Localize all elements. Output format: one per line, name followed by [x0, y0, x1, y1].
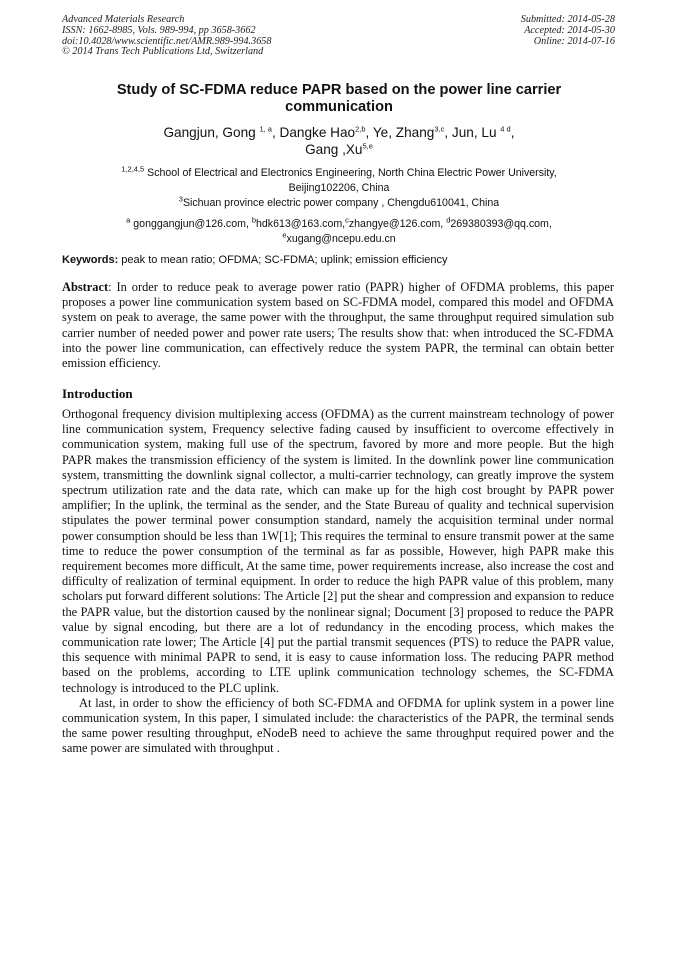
email-c: zhangye@126.com,: [348, 218, 447, 230]
title-line-1: Study of SC-FDMA reduce PAPR based on the power line carrier: [116, 82, 562, 98]
affiliations: [62, 166, 616, 212]
section-heading-introduction: Introduction: [62, 386, 133, 401]
journal-doi: doi:10.4028/www.scientific.net/AMR.989-994.3658: [62, 35, 272, 47]
journal-name: Advanced Materials Research: [62, 14, 185, 25]
affiliation-2-sup: 3: [178, 194, 183, 204]
author-hao: , Dangke Hao: [271, 125, 356, 140]
dates-header: [521, 15, 615, 47]
email-a-sup: a: [126, 215, 131, 225]
author-xu-sup: 5,e: [362, 141, 373, 151]
author-lu-sup: 4 d: [500, 124, 511, 134]
email-d: 269380393@qq.com,: [450, 218, 552, 230]
journal-issn: ISSN: 1662-8985, Vols. 989-994, pp 3658-3662: [62, 24, 256, 36]
email-list: [62, 217, 616, 247]
affiliation-2: [62, 196, 616, 211]
email-e: xugang@ncepu.edu.cn: [286, 232, 396, 245]
author-list: [62, 124, 616, 158]
affiliation-1-sup: 1,2,4,5: [121, 164, 145, 174]
affiliation-1: [62, 166, 616, 181]
author-gong-sup: 1, a: [259, 124, 272, 134]
email-a: gonggangjun@126.com,: [130, 218, 252, 230]
email-e-sup: e: [282, 230, 287, 240]
keywords-label: Keywords:: [62, 254, 119, 266]
author-lu: , Jun, Lu: [444, 125, 501, 140]
affiliation-1-text: School of Electrical and Electronics Engineering, North China Electric Power University,: [144, 167, 557, 179]
author-xu: Gang ,Xu: [305, 142, 363, 157]
author-hao-sup: 2,b: [355, 124, 366, 134]
author-lu-tail: ,: [510, 125, 515, 140]
introduction-body: [62, 407, 614, 757]
paper-title: [62, 82, 616, 116]
author-line-2: [62, 141, 616, 158]
keywords-text: peak to mean ratio; OFDMA; SC-FDMA; uplink; emission efficiency: [118, 254, 448, 266]
accepted-date: Accepted: 2014-05-30: [524, 24, 615, 36]
email-b-sup: b: [251, 215, 257, 225]
abstract-text: : In order to reduce peak to average power ratio (PAPR) higher of OFDMA problems, this paper proposes a power line communication system based on SC-FDMA model, compared this model and OFDMA system on peak to average, the same power with the throughput, the same throughput required simulation sub carrier number of needed power and power rate users; The results show that: when introduced the SC-FDMA into the power line communication, can effectively reduce the system PAPR, the terminal can obtain better emission efficiency.: [62, 280, 614, 371]
title-line-2: communication: [285, 99, 393, 115]
email-d-sup: d: [446, 215, 451, 225]
email-line-2: [62, 232, 616, 247]
abstract: [62, 280, 614, 371]
email-c-sup: c: [345, 215, 349, 225]
keywords: [62, 253, 616, 267]
intro-paragraph-2: At last, in order to show the efficiency of both SC-FDMA and OFDMA for uplink system in a power line communication system, In this paper, I simulated include: the characteristics of the PAPR, the terminal sends the same power resulting throughput, eNodeB need to achieve the same throughput required power and the same power are simulated with throughput .: [62, 695, 614, 756]
author-zhang-sup: 3,c: [434, 124, 445, 134]
intro-paragraph-1: Orthogonal frequency division multiplexing access (OFDMA) as the current mainstream technology of power line communication system, Frequency selective fading caused by insufficient to overcome effectively in communication system, making full use of the spectrum, favored by more and more people. But the high PAPR makes the transmission efficiency of the system is limited. In the downlink power line communication system, transmitting the downlink signal collector, a multi-carrier technology, can greatly improve the system spectrum utilization rate and the data rate, which can make up for the high cost brought by PAPR power amplifier; In the uplink, the terminal as the sender, and the State Bureau of quality and technical supervision stipulates the power terminal power consumption standard, namely the acquisition terminal under normal power consumption should be less than 1W[1]; This requires the terminal to ensure transmit power at the same time to reduce the power consumption of the terminal as far as possible, However, high PAPR make this requirement becomes more difficult, At the same time, power requirements increase, also increase the cost and difficulty of realization of terminal equipment. In order to reduce the high PAPR value of this problem, many scholars put forward different solutions: The Article [2] put the shear and compression and expansion to reduce the PAPR value, but the distortion caused by the nonlinear signal; Document [3] proposed to reduce the PAPR value by signal encoding, but there are a lot of redundancy in the encoding process, which makes the communication rate lower; The Article [4] put the partial transmit sequences (PTS) to reduce the PAPR value, this sequence with minimal PAPR to send, it is easy to cause information loss. The reducing PAPR method based on the problems, according to LTE uplink communication technology schemes, the SC-FDMA technology is introduced to the PLC uplink.: [62, 407, 614, 695]
journal-copyright: © 2014 Trans Tech Publications Ltd, Switzerland: [62, 46, 264, 58]
affiliation-2-text: Sichuan province electric power company , Chengdu610041, China: [182, 197, 500, 210]
email-b: hdk613@163.com,: [256, 218, 346, 230]
abstract-label: Abstract: [62, 280, 109, 294]
author-line-1: [62, 124, 616, 141]
email-line-1: [62, 217, 616, 232]
affiliation-1-line-2: Beijing102206, China: [288, 182, 390, 195]
journal-header: [62, 15, 271, 58]
author-gong: Gangjun, Gong: [163, 125, 260, 140]
submitted-date: Submitted: 2014-05-28: [520, 14, 615, 25]
online-date: Online: 2014-07-16: [533, 35, 615, 47]
author-zhang: , Ye, Zhang: [365, 125, 435, 140]
